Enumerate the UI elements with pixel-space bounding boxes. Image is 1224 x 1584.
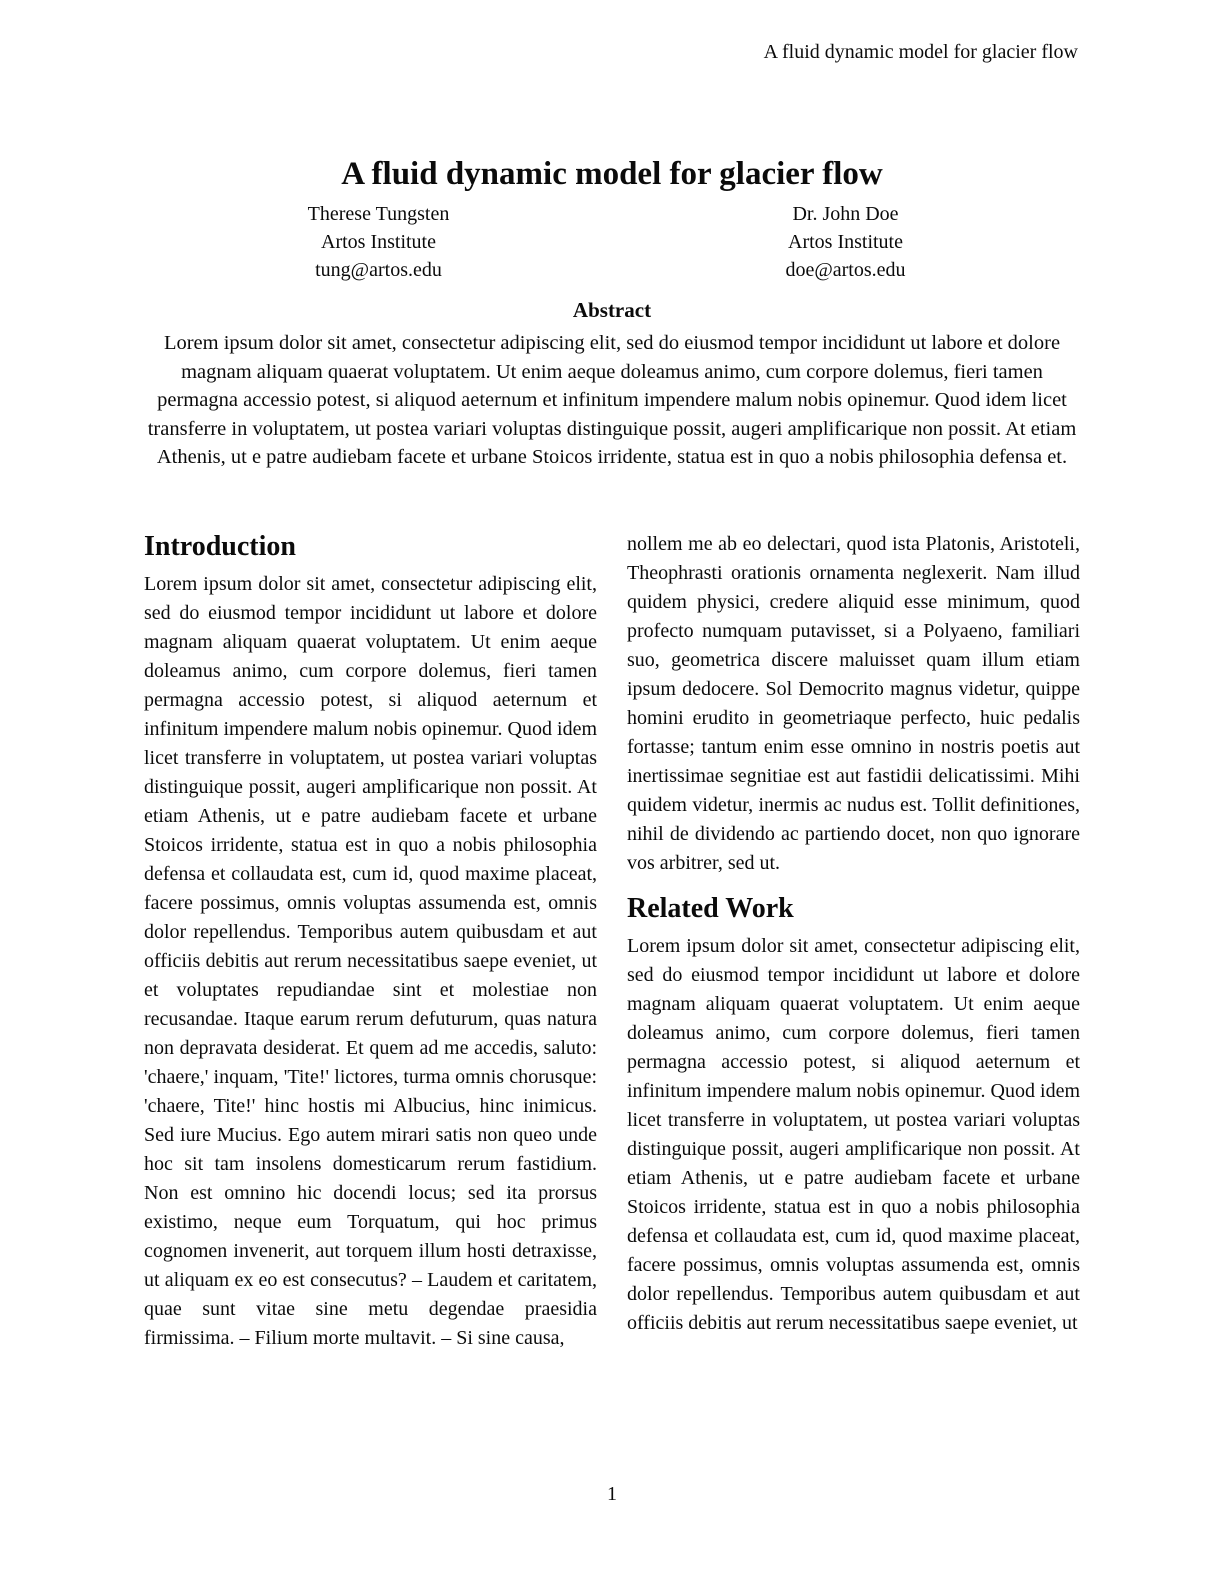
author-block-2 [612, 200, 1079, 284]
body-columns [144, 530, 1080, 1353]
author-email: doe@artos.edu [785, 259, 906, 281]
abstract-text: Lorem ipsum dolor sit amet, consectetur adipiscing elit, sed do eiusmod tempor incididunt ut labore et dolore magnam aliquam quaerat voluptatem. Ut enim aeque doleamus animo, cum corpore dolemus, fieri tamen permagna accessio potest, si aliquod aeternum et infinitum impendere malum nobis opinemur. Quod idem licet transferre in voluptatem, ut postea variari voluptas distinguique possit, augeri amplificarique non possit. At etiam Athenis, ut e patre audiebam facete et urbane Stoicos irridente, statua est in quo a nobis philosophia defensa et. [147, 332, 1077, 468]
author-name: Therese Tungsten [307, 203, 450, 225]
paper-title: A fluid dynamic model for glacier flow [341, 156, 883, 193]
introduction-paragraph: Lorem ipsum dolor sit amet, consectetur adipiscing elit, sed do eiusmod tempor incididunt ut labore et dolore magnam aliquam quaerat voluptatem. Ut enim aeque doleamus animo, cum corpore dolemus, fieri tamen permagna accessio potest, si aliquod aeternum et infinitum impendere malum nobis opinemur. Quod idem licet transferre in voluptatem, ut postea variari voluptas distinguique possit, augeri amplificarique non possit. At etiam Athenis, ut e patre audiebam facete et urbane Stoicos irridente, statua est in quo a nobis philosophia defensa et collaudata est, cum id, quod maxime placeat, facere possimus, omnis voluptas assumenda est, omnis dolor repellendus. Temporibus autem quibusdam et aut officiis debitis aut rerum necessitatibus saepe eveniet, ut et voluptates repudiandae sint et molestiae non recusandae. Itaque earum rerum defuturum, quas natura non depravata desiderat. Et quem ad me accedis, saluto: 'chaere,' inquam, 'Tite!' lictores, turma omnis chorusque: 'chaere, Tite!' hinc hostis mi Albucius, hinc inimicus. Sed iure Mucius. Ego autem mirari satis non queo unde hoc sit tam insolens domesticarum rerum fastidium. Non est omnino hic docendi locus; sed ita prorsus existimo, neque eum Torquatum, qui hoc primus cognomen invenerit, aut torquem illum hosti detraxisse, ut aliquam ex eo est consecutus? – Laudem et caritatem, quae sunt vitae sine metu degendae praesidia firmissima. – Filium morte multavit. – Si sine causa, [144, 573, 597, 1349]
author-name: Dr. John Doe [792, 203, 899, 225]
right-column [627, 530, 1080, 1353]
abstract-heading: Abstract [572, 298, 652, 322]
author-row [145, 200, 1079, 284]
left-column [144, 530, 597, 1353]
running-head: A fluid dynamic model for glacier flow [763, 41, 1078, 63]
author-affiliation: Artos Institute [788, 231, 903, 253]
author-affiliation: Artos Institute [321, 231, 436, 253]
section-heading-related-work: Related Work [627, 893, 794, 924]
section-heading-introduction: Introduction [144, 531, 296, 562]
author-email: tung@artos.edu [315, 259, 442, 281]
page-number: 1 [607, 1483, 617, 1505]
related-work-paragraph: Lorem ipsum dolor sit amet, consectetur adipiscing elit, sed do eiusmod tempor incididunt ut labore et dolore magnam aliquam quaerat voluptatem. Ut enim aeque doleamus animo, cum corpore dolemus, fieri tamen permagna accessio potest, si aliquod aeternum et infinitum impendere malum nobis opinemur. Quod idem licet transferre in voluptatem, ut postea variari voluptas distinguique possit, augeri amplificarique non possit. At etiam Athenis, ut e patre audiebam facete et urbane Stoicos irridente, statua est in quo a nobis philosophia defensa et collaudata est, cum id, quod maxime placeat, facere possimus, omnis voluptas assumenda est, omnis dolor repellendus. Temporibus autem quibusdam et aut officiis debitis aut rerum necessitatibus saepe eveniet, ut [627, 935, 1080, 1334]
author-block-1 [145, 200, 612, 284]
introduction-continuation-paragraph: nollem me ab eo delectari, quod ista Platonis, Aristoteli, Theophrasti orationis ornamenta neglexerit. Nam illud quidem physici, credere aliquid esse minimum, quod profecto numquam putavisset, si a Polyaeno, familiari suo, geometrica discere maluisset quam illum etiam ipsum dedocere. Sol Democrito magnus videtur, quippe homini erudito in geometriaque perfecto, huic pedalis fortasse; tantum enim esse omnino in nostris poetis aut inertissimae segnitiae est aut fastidii delicatissimi. Mihi quidem videtur, inermis ac nudus est. Tollit definitiones, nihil de dividendo ac partiendo docet, non quo ignorare vos arbitrer, sed ut. [627, 533, 1080, 874]
